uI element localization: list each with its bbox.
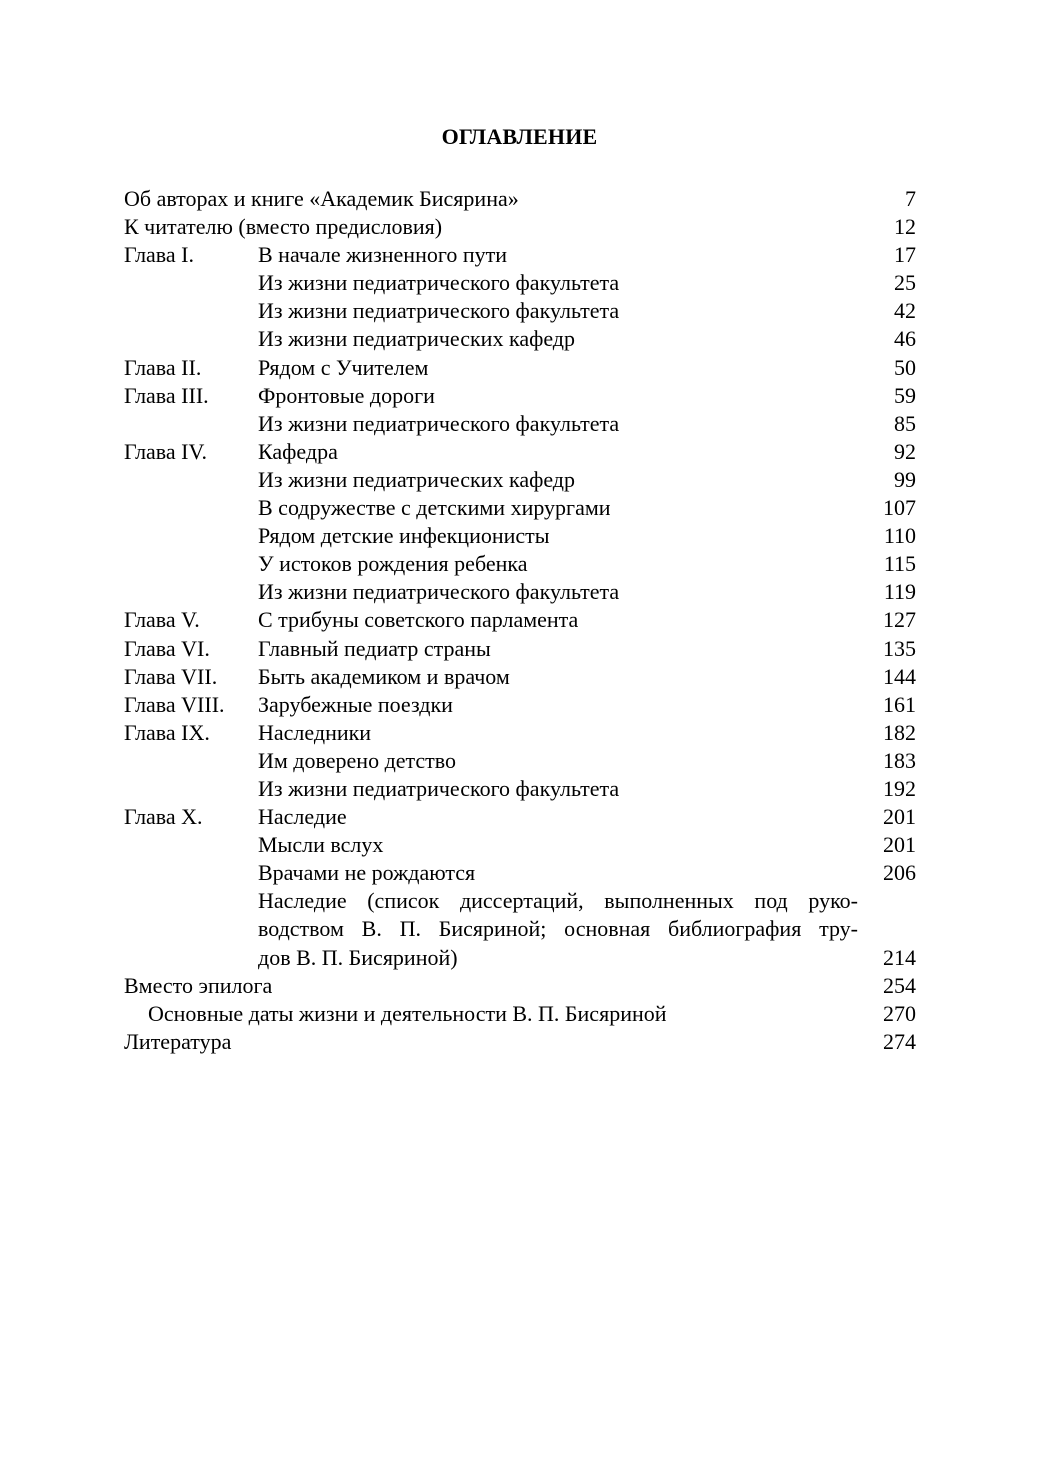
toc-entry-page: 25 <box>894 270 916 296</box>
toc-entry-chapter: Глава III. <box>124 382 209 408</box>
page-title: ОГЛАВЛЕНИЕ <box>441 124 598 149</box>
toc-entry-title: Главный педиатр страны <box>258 635 491 661</box>
toc-entry <box>124 185 916 213</box>
toc-entry-page: 127 <box>883 607 916 633</box>
toc-entry <box>124 831 916 859</box>
toc-entry-chapter: Глава IX. <box>124 719 210 745</box>
toc-entry-page: 214 <box>883 944 916 970</box>
toc-entry-title: Из жизни педиатрических кафедр <box>258 326 576 352</box>
toc-entry-page: 183 <box>883 747 916 773</box>
toc-entry-title: Основные даты жизни и деятельности В. П. Бисяриной <box>148 1000 667 1026</box>
toc-entry <box>124 438 916 466</box>
toc-entry-page: 17 <box>894 242 916 268</box>
toc-entry-title: Из жизни педиатрического факультета <box>258 298 620 324</box>
toc-entry-page: 201 <box>883 832 916 858</box>
toc-entry-title-line: Наследие (список диссертаций, выполненных под руко- <box>258 888 858 914</box>
toc-entry-title: Из жизни педиатрического факультета <box>258 579 620 605</box>
toc-entry-title-line: дов В. П. Бисяриной) <box>258 944 458 970</box>
toc-entry <box>124 410 916 438</box>
toc-entry-title: Кафедра <box>258 438 338 464</box>
toc-entry <box>124 578 916 606</box>
toc-entry-title: Из жизни педиатрического факультета <box>258 775 620 801</box>
toc-entry-title: В начале жизненного пути <box>258 242 507 268</box>
toc-entry-page: 254 <box>883 972 916 998</box>
toc-entry-title: Зарубежные поездки <box>258 691 453 717</box>
toc-entry-chapter: Глава VIII. <box>124 691 225 717</box>
toc-entry-title: Об авторах и книге «Академик Бисярина» <box>124 186 519 211</box>
toc-entry-page: 182 <box>883 719 916 745</box>
toc-entry <box>124 887 916 971</box>
toc-entry-page: 92 <box>894 438 916 464</box>
toc-entry <box>124 972 916 1000</box>
toc-entry-chapter: Глава VII. <box>124 663 218 689</box>
toc-entry-title: В содружестве с детскими хирургами <box>258 495 611 521</box>
toc-entry-chapter: Глава VI. <box>124 635 210 661</box>
toc-entry <box>124 269 916 297</box>
toc-entry-page: 274 <box>883 1028 916 1054</box>
table-of-contents <box>124 185 916 1056</box>
toc-entry-page: 161 <box>883 691 916 717</box>
toc-entry <box>124 719 916 747</box>
toc-entry <box>124 241 916 269</box>
toc-entry-page: 270 <box>883 1000 916 1026</box>
toc-entry-page: 107 <box>883 495 916 521</box>
toc-entry <box>124 466 916 494</box>
toc-entry-title: Из жизни педиатрического факультета <box>258 270 620 296</box>
toc-entry <box>124 859 916 887</box>
toc-entry-page: 206 <box>883 860 916 886</box>
toc-entry <box>124 325 916 353</box>
toc-entry-page: 7 <box>905 186 916 211</box>
toc-entry <box>124 1000 916 1028</box>
toc-entry-page: 201 <box>883 804 916 830</box>
toc-entry-page: 59 <box>894 382 916 408</box>
toc-entry-title: С трибуны советского парламента <box>258 607 579 633</box>
toc-entry-title: Врачами не рождаются <box>258 860 476 886</box>
toc-entry-page: 12 <box>894 214 916 240</box>
toc-entry-page: 110 <box>883 523 916 549</box>
toc-entry <box>124 1028 916 1056</box>
toc-entry <box>124 775 916 803</box>
toc-entry-title: Наследники <box>258 719 372 745</box>
toc-entry <box>124 635 916 663</box>
toc-entry <box>124 354 916 382</box>
toc-entry-page: 46 <box>894 326 916 352</box>
toc-entry <box>124 550 916 578</box>
toc-entry-page: 42 <box>894 298 916 324</box>
toc-entry <box>124 606 916 634</box>
toc-entry <box>124 494 916 522</box>
toc-entry-title: Литература <box>124 1028 232 1054</box>
toc-entry-title: Рядом детские инфекционисты <box>258 523 550 549</box>
toc-entry-title <box>258 887 858 971</box>
toc-entry-title: Наследие <box>258 804 347 830</box>
toc-entry-title: К читателю (вместо предисловия) <box>124 214 443 240</box>
toc-entry <box>124 803 916 831</box>
toc-entry-title: Рядом с Учителем <box>258 354 429 380</box>
toc-entry-chapter: Глава X. <box>124 804 203 830</box>
toc-entry-chapter: Глава IV. <box>124 438 208 464</box>
toc-entry-title: Мысли вслух <box>258 832 384 858</box>
toc-entry-page: 50 <box>894 354 916 380</box>
toc-entry-title: Им доверено детство <box>258 747 457 773</box>
toc-entry-page: 135 <box>883 635 916 661</box>
toc-entry <box>124 747 916 775</box>
toc-entry-page: 192 <box>883 775 916 801</box>
toc-entry-page: 144 <box>883 663 916 689</box>
toc-entry-chapter: Глава II. <box>124 354 202 380</box>
toc-entry-title-line: водством В. П. Бисяриной; основная библиография тру- <box>258 916 858 942</box>
toc-entry-title: У истоков рождения ребенка <box>258 551 528 577</box>
toc-entry <box>124 213 916 241</box>
toc-entry-page: 119 <box>883 579 916 605</box>
toc-entry-title: Быть академиком и врачом <box>258 663 510 689</box>
toc-entry-title: Из жизни педиатрических кафедр <box>258 466 576 492</box>
toc-entry-title: Фронтовые дороги <box>258 382 435 408</box>
toc-entry <box>124 522 916 550</box>
toc-entry-page: 85 <box>894 410 916 436</box>
toc-entry <box>124 297 916 325</box>
toc-entry-title: Вместо эпилога <box>124 972 273 998</box>
toc-entry <box>124 691 916 719</box>
toc-entry <box>124 663 916 691</box>
toc-entry <box>124 382 916 410</box>
toc-entry-chapter: Глава I. <box>124 242 194 268</box>
toc-entry-page: 115 <box>883 551 916 577</box>
toc-entry-title: Из жизни педиатрического факультета <box>258 410 620 436</box>
toc-entry-chapter: Глава V. <box>124 607 200 633</box>
toc-entry-page: 99 <box>894 466 916 492</box>
